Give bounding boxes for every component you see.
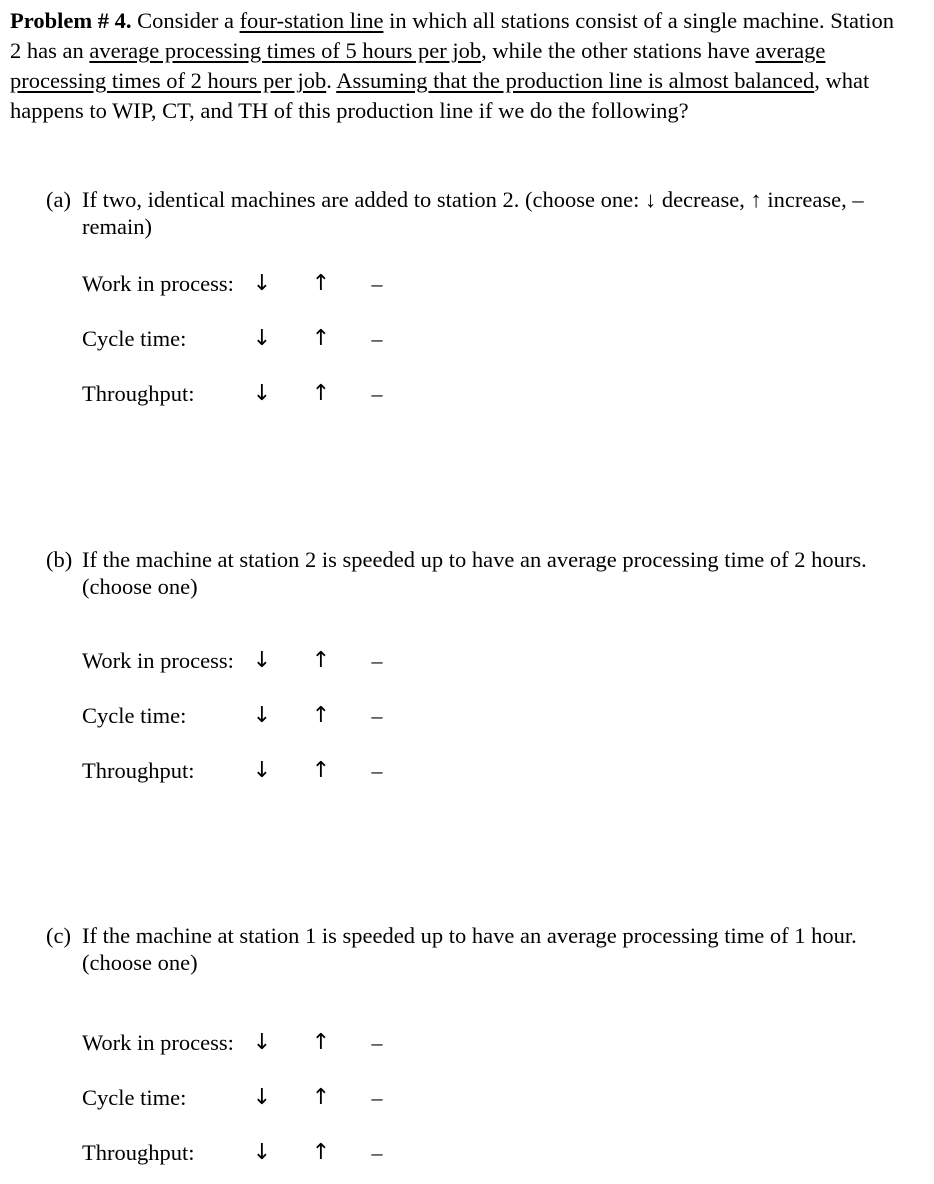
row-label-wip: Work in process: bbox=[82, 271, 234, 296]
question-b-label: (b) bbox=[46, 547, 73, 572]
question-b-line2: (choose one) bbox=[82, 574, 198, 599]
underline-four-station-line: four-station line bbox=[239, 8, 384, 33]
option-increase-icon[interactable]: ↑ bbox=[311, 271, 331, 296]
option-increase-icon[interactable]: ↑ bbox=[311, 326, 331, 351]
answer-row-b-th bbox=[82, 756, 482, 786]
answer-row-c-wip bbox=[82, 1028, 482, 1058]
row-label-th: Throughput: bbox=[82, 381, 195, 406]
option-increase-icon[interactable]: ↑ bbox=[311, 381, 331, 406]
underline-other-stations-time: average processing times of 2 hours per job bbox=[10, 38, 826, 93]
answer-row-a-wip bbox=[82, 269, 482, 299]
option-remain-icon[interactable]: – bbox=[371, 758, 383, 783]
option-decrease-icon[interactable]: ↓ bbox=[252, 381, 272, 406]
answer-row-a-ct bbox=[82, 324, 482, 354]
option-remain-icon[interactable]: – bbox=[371, 1140, 383, 1165]
question-a bbox=[46, 186, 926, 240]
underline-almost-balanced: Assuming that the production line is almost balanced bbox=[336, 68, 815, 93]
option-remain-icon[interactable]: – bbox=[371, 326, 383, 351]
answer-row-b-ct bbox=[82, 701, 482, 731]
row-label-wip: Work in process: bbox=[82, 648, 234, 673]
answer-row-c-th bbox=[82, 1138, 482, 1168]
option-decrease-icon[interactable]: ↓ bbox=[252, 326, 272, 351]
question-a-line1: If two, identical machines are added to station 2. (choose one: ↓ decrease, ↑ increase, – bbox=[82, 187, 864, 212]
option-remain-icon[interactable]: – bbox=[371, 703, 383, 728]
problem-statement bbox=[10, 6, 910, 126]
problem-text-3: , while the other stations have bbox=[481, 38, 756, 63]
question-c-line2: (choose one) bbox=[82, 950, 198, 975]
problem-text-1: Consider a bbox=[131, 8, 240, 33]
option-increase-icon[interactable]: ↑ bbox=[311, 1085, 331, 1110]
answer-row-c-ct bbox=[82, 1083, 482, 1113]
option-decrease-icon[interactable]: ↓ bbox=[252, 1140, 272, 1165]
option-decrease-icon[interactable]: ↓ bbox=[252, 1030, 272, 1055]
row-label-ct: Cycle time: bbox=[82, 326, 187, 351]
question-c-label: (c) bbox=[46, 923, 71, 948]
question-c bbox=[46, 922, 926, 976]
option-remain-icon[interactable]: – bbox=[371, 381, 383, 406]
option-remain-icon[interactable]: – bbox=[371, 1085, 383, 1110]
question-b bbox=[46, 546, 926, 600]
row-label-th: Throughput: bbox=[82, 758, 195, 783]
option-decrease-icon[interactable]: ↓ bbox=[252, 703, 272, 728]
option-increase-icon[interactable]: ↑ bbox=[311, 648, 331, 673]
option-increase-icon[interactable]: ↑ bbox=[311, 758, 331, 783]
option-increase-icon[interactable]: ↑ bbox=[311, 1140, 331, 1165]
answer-row-b-wip bbox=[82, 646, 482, 676]
row-label-ct: Cycle time: bbox=[82, 703, 187, 728]
question-a-label: (a) bbox=[46, 187, 71, 212]
question-c-line1: If the machine at station 1 is speeded up to have an average processing time of 1 hour. bbox=[82, 923, 857, 948]
question-b-line1: If the machine at station 2 is speeded up to have an average processing time of 2 hours. bbox=[82, 547, 867, 572]
option-remain-icon[interactable]: – bbox=[371, 1030, 383, 1055]
question-a-line2: remain) bbox=[82, 214, 152, 239]
option-remain-icon[interactable]: – bbox=[371, 648, 383, 673]
row-label-ct: Cycle time: bbox=[82, 1085, 187, 1110]
option-decrease-icon[interactable]: ↓ bbox=[252, 271, 272, 296]
row-label-th: Throughput: bbox=[82, 1140, 195, 1165]
problem-heading: Problem # 4. bbox=[10, 8, 132, 33]
option-decrease-icon[interactable]: ↓ bbox=[252, 648, 272, 673]
problem-text-5: , what happens to WIP, CT, and TH of this production line if we do the following? bbox=[10, 68, 870, 123]
option-increase-icon[interactable]: ↑ bbox=[311, 703, 331, 728]
option-decrease-icon[interactable]: ↓ bbox=[252, 758, 272, 783]
problem-text-2: in which all stations consist of a single machine. Station 2 has an bbox=[10, 8, 894, 63]
option-decrease-icon[interactable]: ↓ bbox=[252, 1085, 272, 1110]
problem-text-4: . bbox=[326, 68, 337, 93]
underline-station2-time: average processing times of 5 hours per job bbox=[89, 38, 482, 63]
option-remain-icon[interactable]: – bbox=[371, 271, 383, 296]
option-increase-icon[interactable]: ↑ bbox=[311, 1030, 331, 1055]
row-label-wip: Work in process: bbox=[82, 1030, 234, 1055]
answer-row-a-th bbox=[82, 379, 482, 409]
